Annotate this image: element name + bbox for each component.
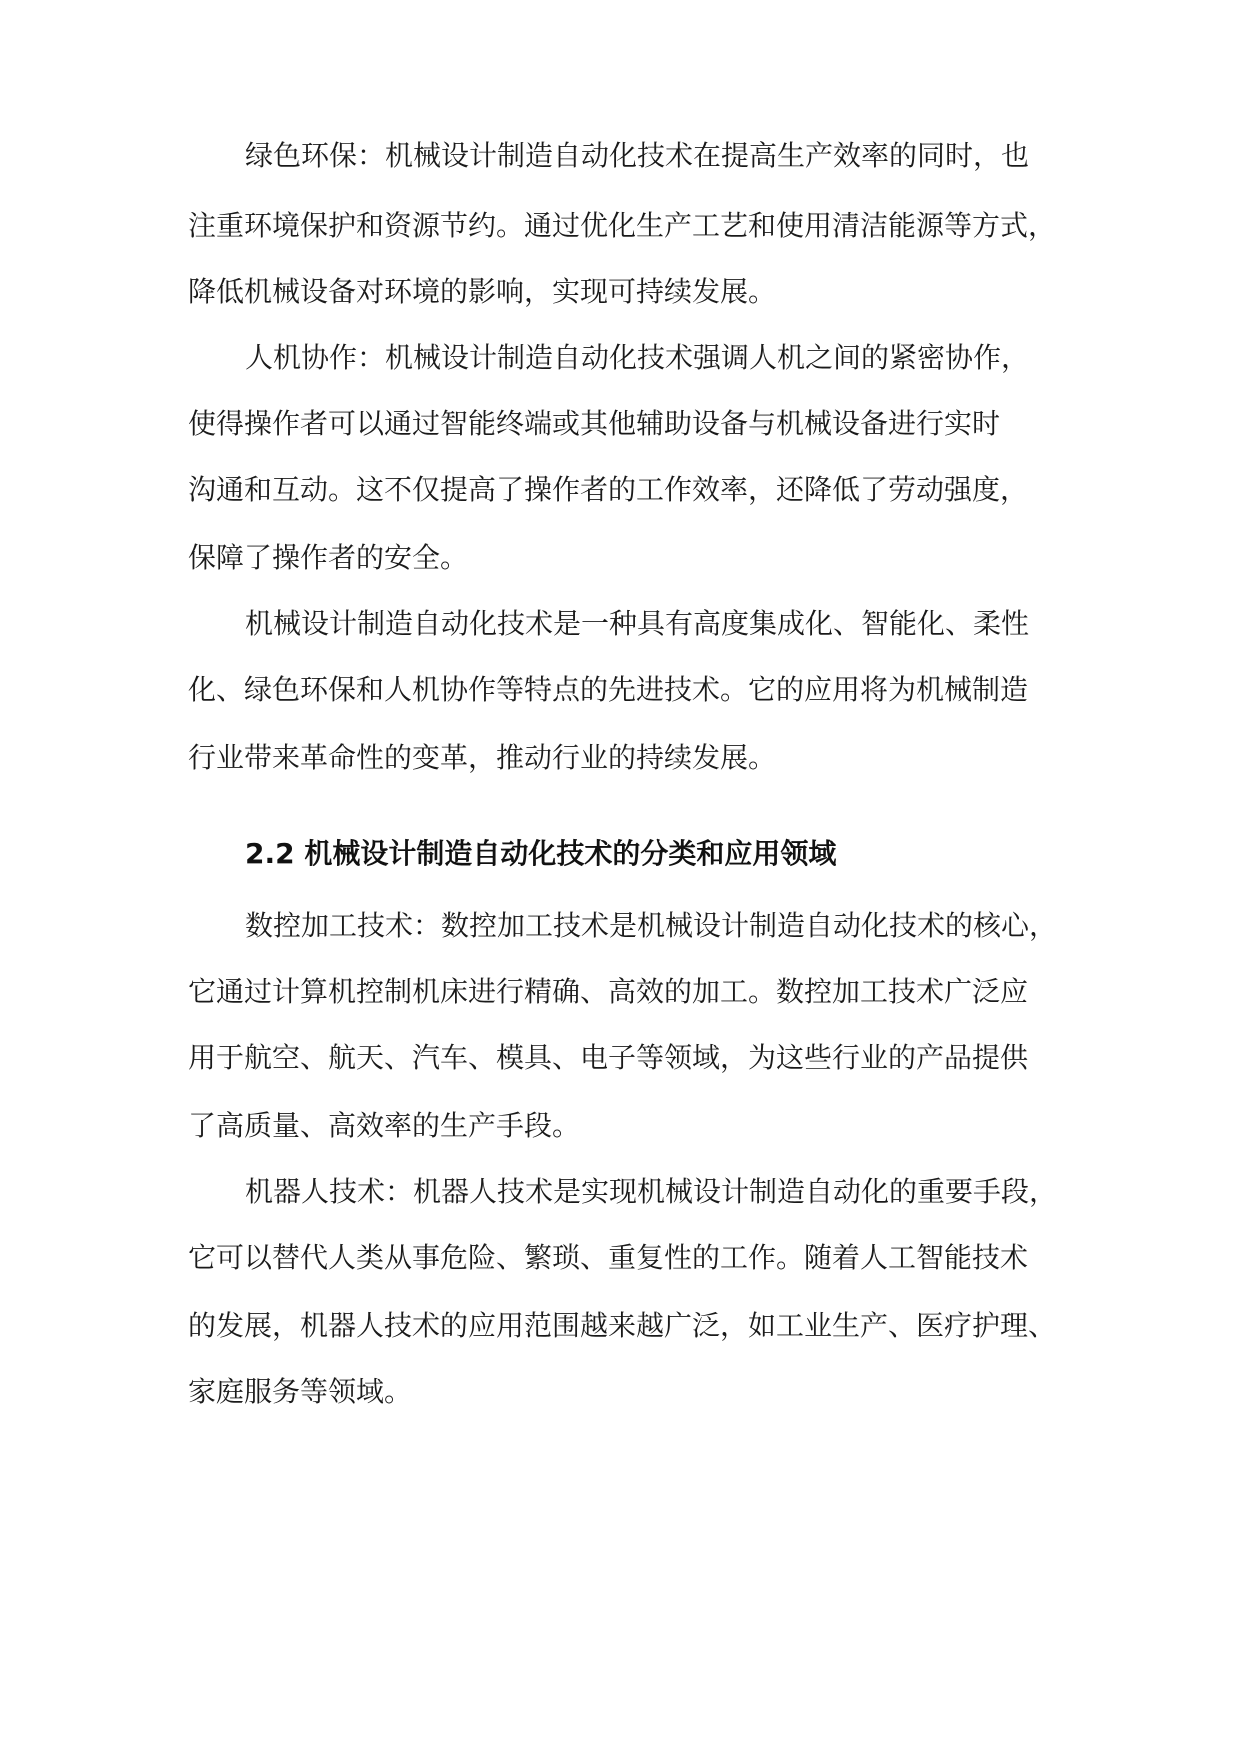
paragraph-line: 人机协作：机械设计制造自动化技术强调人机之间的紧密协作，	[245, 341, 1030, 374]
paragraph-line: 它可以替代人类从事危险、繁琐、重复性的工作。随着人工智能技术	[188, 1241, 1029, 1274]
paragraph-line: 家庭服务等领域。	[188, 1375, 413, 1408]
section-heading: 2.2 机械设计制造自动化技术的分类和应用领域	[245, 837, 837, 870]
paragraph-line: 用于航空、航天、汽车、模具、电子等领域，为这些行业的产品提供	[188, 1041, 1029, 1074]
paragraph-line: 化、绿色环保和人机协作等特点的先进技术。它的应用将为机械制造	[188, 673, 1029, 706]
paragraph-line: 绿色环保：机械设计制造自动化技术在提高生产效率的同时，也	[245, 139, 1030, 172]
paragraph-line: 机械设计制造自动化技术是一种具有高度集成化、智能化、柔性	[245, 607, 1030, 640]
paragraph-line: 使得操作者可以通过智能终端或其他辅助设备与机械设备进行实时	[188, 407, 1001, 440]
paragraph-line: 注重环境保护和资源节约。通过优化生产工艺和使用清洁能源等方式，	[188, 209, 1057, 242]
paragraph-line: 行业带来革命性的变革，推动行业的持续发展。	[188, 741, 777, 774]
paragraph-line: 数控加工技术：数控加工技术是机械设计制造自动化技术的核心，	[245, 909, 1058, 942]
paragraph-line: 保障了操作者的安全。	[188, 541, 469, 574]
paragraph-line: 了高质量、高效率的生产手段。	[188, 1109, 581, 1142]
paragraph-line: 机器人技术：机器人技术是实现机械设计制造自动化的重要手段，	[245, 1175, 1058, 1208]
paragraph-line: 的发展，机器人技术的应用范围越来越广泛，如工业生产、医疗护理、	[188, 1309, 1057, 1342]
paragraph-line: 降低机械设备对环境的影响，实现可持续发展。	[188, 275, 777, 308]
paragraph-line: 沟通和互动。这不仅提高了操作者的工作效率，还降低了劳动强度，	[188, 473, 1029, 506]
paragraph-line: 它通过计算机控制机床进行精确、高效的加工。数控加工技术广泛应	[188, 975, 1029, 1008]
